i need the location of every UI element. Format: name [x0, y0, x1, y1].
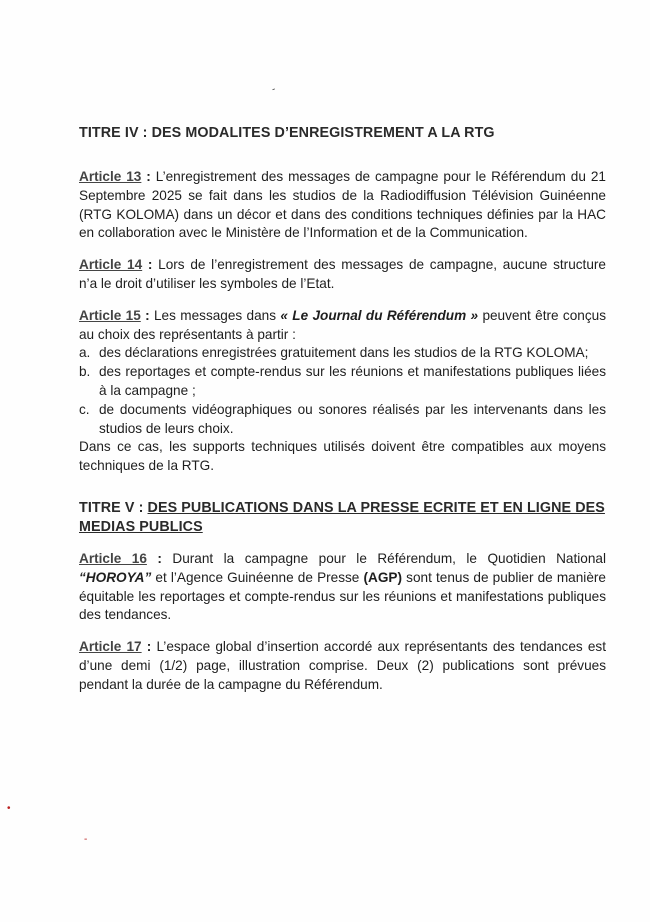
article-17-sep: :: [141, 639, 152, 655]
list-marker: b.: [79, 364, 91, 380]
list-item: [79, 363, 606, 401]
article-16-sep: :: [146, 550, 162, 566]
titre-iv-text: DES MODALITES D’ENREGISTREMENT A LA RTG: [151, 125, 495, 141]
article-13-text: L’enregistrement des messages de campagne pour le Référendum du 21 Septembre 2025 se fait dans les studios de la Radiodiffusion Télévision Guinéenne (RTG KOLOMA) dans un décor et dans des conditions techniques définies par la HAC en collaboration avec le Ministère de l’Information et de la Communication.: [79, 169, 606, 241]
article-16-text-before: Durant la campagne pour le Référendum, le Quotidien National: [172, 550, 606, 566]
article-17: [79, 638, 606, 694]
scan-mark-top: -: [270, 83, 278, 96]
list-item: [79, 401, 606, 439]
titre-iv-label: TITRE IV :: [79, 125, 148, 141]
article-13-label: Article 13: [79, 169, 142, 184]
article-16-text-mid: et l’Agence Guinéenne de Presse: [155, 569, 360, 585]
article-13: [79, 168, 606, 243]
titre-v-label: TITRE V :: [79, 499, 144, 516]
article-13-sep: :: [141, 169, 151, 184]
journal-title: « Le Journal du Référendum »: [280, 307, 479, 323]
article-15-sep: :: [140, 307, 150, 323]
article-14-text: Lors de l’enregistrement des messages de campagne, aucune structure n’a le droit d’utiliser les symboles de l’Etat.: [79, 257, 606, 291]
article-16-label: Article 16: [79, 550, 147, 566]
article-17-text: L’espace global d’insertion accordé aux représentants des tendances est d’une demi (1/2) page, illustration comprise. Deux (2) publications sont prévues pendant la durée de la campagne du Référendum.: [79, 639, 606, 692]
article-15-intro: [79, 307, 606, 345]
agp-name: (AGP): [363, 569, 403, 585]
article-15: [79, 307, 606, 476]
article-15-text-after: peuvent être conçus au choix des représentants à partir :: [79, 307, 606, 342]
horoya-name: “HOROYA”: [79, 569, 152, 585]
article-15-text-before: Les messages dans: [154, 307, 277, 323]
article-14-label: Article 14: [79, 257, 143, 273]
list-marker: c.: [79, 401, 90, 417]
scan-mark-bottom: -: [84, 834, 88, 845]
article-15-label: Article 15: [79, 307, 141, 323]
scan-mark-left: •: [7, 803, 11, 814]
article-15-list: [79, 344, 606, 438]
article-16: [79, 550, 606, 625]
document-content: [79, 124, 606, 695]
list-item-text: de documents vidéographiques ou sonores réalisés par les intervenants dans les studios de leurs choix.: [99, 401, 606, 436]
article-14: [79, 256, 606, 294]
list-item: [79, 344, 606, 363]
article-16-text-after: sont tenus de publier de manière équitable les reportages et compte-rendus sur les réunions et manifestations publiques des tendances.: [79, 569, 606, 623]
article-14-sep: :: [142, 257, 153, 273]
list-item-text: des déclarations enregistrées gratuitement dans les studios de la RTG KOLOMA;: [99, 345, 589, 361]
article-15-closing: Dans ce cas, les supports techniques utilisés doivent être compatibles aux moyens techniques de la RTG.: [79, 439, 606, 474]
titre-v-text: DES PUBLICATIONS DANS LA PRESSE ECRITE ET EN LIGNE DES MEDIAS PUBLICS: [79, 499, 605, 535]
list-item-text: des reportages et compte-rendus sur les réunions et manifestations publiques liées à la campagne ;: [99, 364, 606, 398]
titre-v-heading: [79, 499, 606, 537]
titre-iv-heading: [79, 124, 606, 143]
list-marker: a.: [79, 345, 91, 361]
article-17-label: Article 17: [79, 639, 142, 655]
